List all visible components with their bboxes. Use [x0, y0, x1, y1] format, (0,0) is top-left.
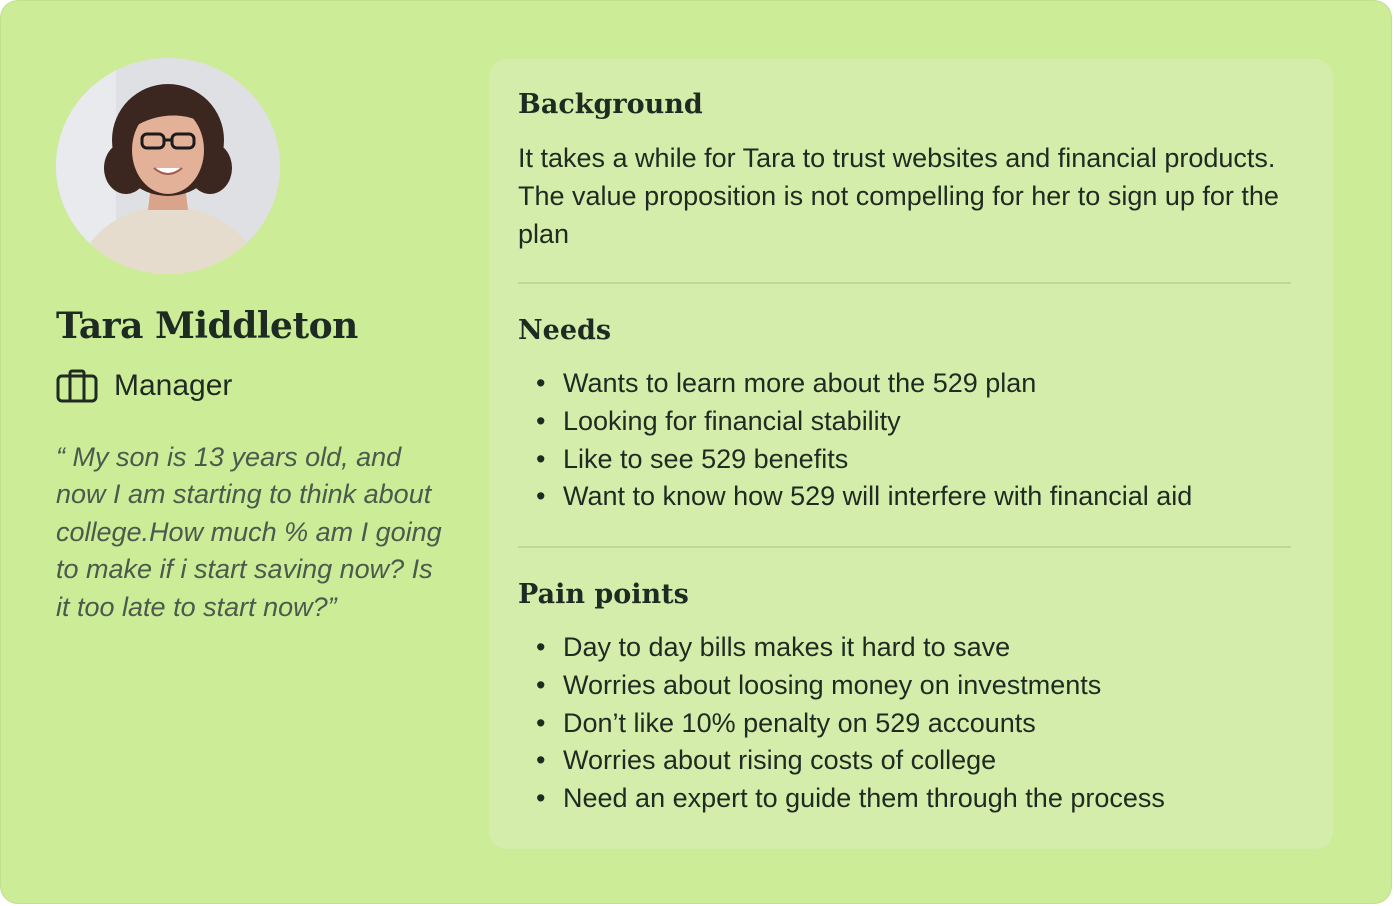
persona-profile — [56, 58, 456, 626]
needs-section — [518, 315, 1308, 516]
list-item: • Worries about loosing money on investments — [563, 667, 1308, 705]
background-section — [518, 89, 1308, 253]
list-item: • Looking for financial stability — [563, 403, 1308, 441]
divider — [518, 546, 1291, 548]
list-item: • Need an expert to guide them through the process — [563, 780, 1308, 818]
briefcase-icon — [56, 369, 98, 403]
list-item: • Wants to learn more about the 529 plan — [563, 365, 1308, 403]
list-item: • Like to see 529 benefits — [563, 441, 1308, 479]
pain-points-list — [518, 629, 1308, 817]
avatar — [56, 58, 280, 274]
list-item: • Worries about rising costs of college — [563, 742, 1308, 780]
persona-name: Tara Middleton — [56, 305, 358, 347]
list-item: • Day to day bills makes it hard to save — [563, 629, 1308, 667]
needs-heading: Needs — [518, 315, 612, 346]
divider — [518, 282, 1291, 284]
role-label: Manager — [114, 368, 233, 402]
persona-role — [56, 369, 456, 403]
background-heading: Background — [518, 89, 703, 120]
list-item: • Want to know how 529 will interfere with financial aid — [563, 478, 1308, 516]
list-item: • Don’t like 10% penalty on 529 accounts — [563, 705, 1308, 743]
background-text: It takes a while for Tara to trust websites and financial products. The value proposition is not compelling for her to sign up for the plan — [518, 143, 1279, 250]
pain-points-section — [518, 579, 1308, 817]
persona-quote: “ My son is 13 years old, and now I am starting to think about college.How much % am I going to make if i start saving now? Is it too late to start now?” — [56, 441, 442, 622]
details-panel — [489, 59, 1333, 849]
needs-list — [518, 365, 1308, 515]
avatar-photo — [56, 58, 280, 274]
pain-points-heading: Pain points — [518, 579, 689, 610]
